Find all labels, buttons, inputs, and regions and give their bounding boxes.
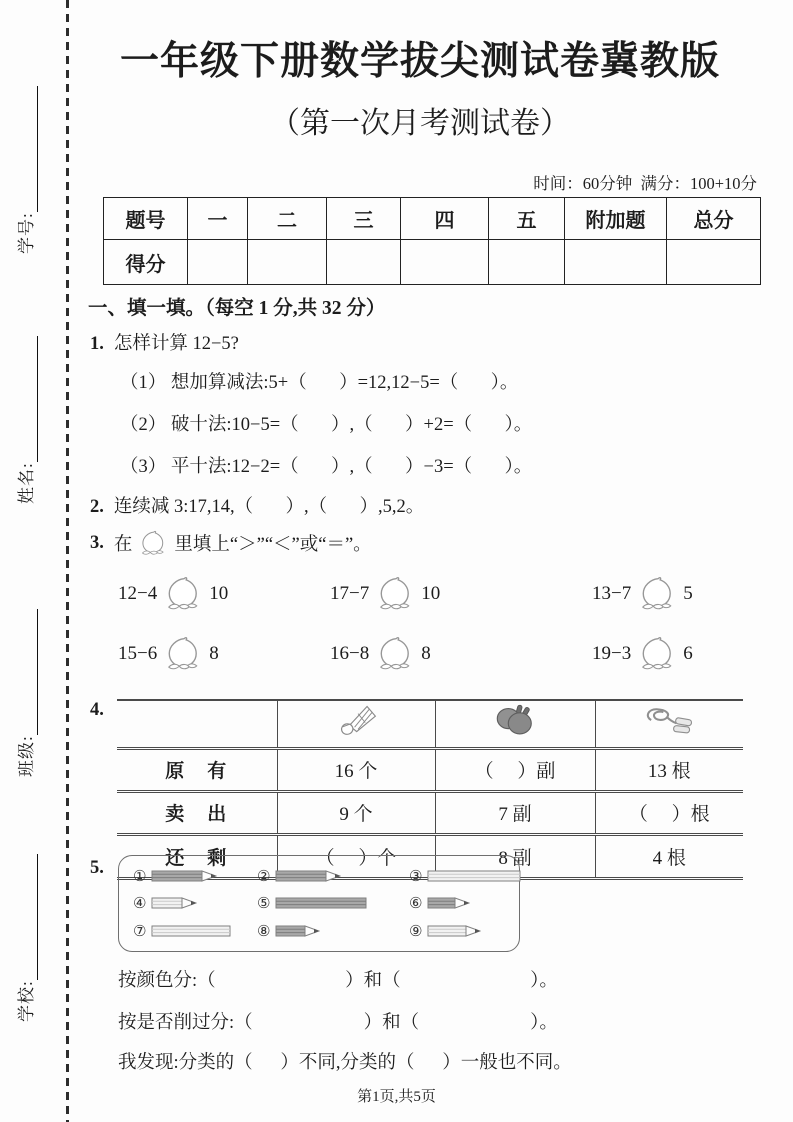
score-table-score-row (104, 240, 761, 285)
peach-icon (638, 576, 676, 611)
comparison-item (118, 636, 330, 671)
expression: 16−8 (330, 642, 370, 664)
pencil-number: ② (257, 866, 271, 885)
class-label: 班级: (17, 735, 36, 777)
question-3-suffix: 里填上“＞”“＜”或“＝”。 (174, 535, 372, 555)
peach-icon (139, 530, 167, 556)
pencil-number: ④ (133, 894, 147, 913)
question-2-text: 连续减 3:17,14,（ ）,（ ）,5,2。 (113, 497, 425, 517)
peach-icon (164, 576, 202, 611)
pencil-icon (151, 896, 197, 910)
q4-row-original (117, 748, 743, 791)
score-header-cell: 二 (248, 198, 327, 240)
q4-icon-row (117, 700, 743, 748)
student-info-strip (0, 0, 64, 1122)
row-label: 还 剩 (165, 847, 229, 869)
pencil-number: ⑦ (133, 922, 147, 941)
score-header-cell: 附加题 (565, 198, 667, 240)
question-3-row-1 (118, 576, 768, 611)
question-1 (90, 329, 239, 355)
class-field (16, 609, 38, 777)
page-title: 一年级下册数学拔尖测试卷冀教版 (119, 40, 720, 83)
expression: 17−7 (330, 582, 370, 604)
pencil-item (409, 922, 521, 940)
question-3 (90, 530, 372, 556)
pencil-item (133, 894, 257, 912)
expression: 13−7 (592, 582, 632, 604)
expression: 15−6 (118, 642, 158, 664)
question-1-item-3: （3） 平十法:12−2=（ ）,（ ）−3=（ ）。 (120, 457, 533, 477)
pencil-icon (427, 869, 521, 883)
pencil-item (409, 894, 521, 912)
pencil-item (257, 894, 409, 912)
student-number-label: 学号: (17, 212, 36, 254)
peach-icon (164, 636, 202, 671)
question-5-line-sharpened: 按是否削过分:（ ）和（ ）。 (118, 1013, 558, 1033)
q4-cell: 9 个 (277, 791, 435, 834)
score-header-cell: 三 (327, 198, 401, 240)
question-5-number: 5. (90, 858, 104, 878)
score-empty-cell (188, 240, 248, 285)
row-label: 原 有 (165, 761, 229, 782)
badminton-shuttlecock-icon (333, 702, 379, 740)
comparison-item (330, 636, 592, 671)
question-4-table (117, 699, 743, 880)
pencil-item (133, 922, 257, 940)
pencil-number: ⑨ (409, 922, 423, 941)
score-header-cell: 四 (401, 198, 489, 240)
question-2-number: 2. (90, 497, 104, 517)
pencil-icon (427, 924, 481, 938)
value: 10 (209, 582, 229, 604)
score-empty-cell (248, 240, 327, 285)
comparison-item (592, 576, 693, 611)
score-empty-cell (489, 240, 565, 285)
school-field (16, 854, 38, 1022)
score-empty-cell (327, 240, 401, 285)
question-3-prefix: 在 (113, 535, 133, 555)
pencil-item (133, 867, 257, 885)
school-blank-line (17, 854, 38, 980)
q4-cell: 7 副 (435, 791, 595, 834)
score-empty-cell (565, 240, 667, 285)
question-3-row-2 (118, 636, 768, 671)
question-4-number: 4. (90, 700, 104, 720)
pencil-number: ⑥ (409, 894, 423, 913)
score-table-header-row (104, 198, 761, 240)
student-number-blank-line (17, 86, 38, 212)
pencil-item (257, 922, 409, 940)
jump-rope-icon (641, 706, 697, 736)
score-header-cell: 总分 (667, 198, 761, 240)
peach-icon (376, 576, 414, 611)
name-blank-line (17, 336, 38, 462)
question-3-number: 3. (90, 532, 104, 553)
table-tennis-paddles-icon (493, 704, 537, 737)
score-empty-cell (401, 240, 489, 285)
pencil-icon (427, 896, 470, 910)
value: 6 (683, 642, 693, 664)
value: 8 (421, 642, 431, 664)
exam-meta: 时间：60分钟 满分：100+10分 (533, 174, 757, 193)
comparison-item (592, 636, 693, 671)
row-label: 卖 出 (165, 804, 229, 825)
expression: 12−4 (118, 582, 158, 604)
score-header-cell: 五 (489, 198, 565, 240)
q4-empty-corner (117, 700, 277, 748)
pencil-number: ⑧ (257, 922, 271, 941)
name-field (16, 336, 38, 504)
score-empty-cell (667, 240, 761, 285)
q4-cell: 8 副 (435, 834, 595, 878)
value: 5 (683, 582, 693, 604)
score-header-cell: 一 (188, 198, 248, 240)
pencil-icon (151, 924, 231, 938)
pencil-icon (275, 924, 320, 938)
value: 8 (209, 642, 219, 664)
question-5-line-color: 按颜色分:（ ）和（ ）。 (118, 971, 558, 991)
page-subtitle: （第一次月考测试卷） (270, 107, 570, 140)
comparison-item (330, 576, 592, 611)
pencil-icon (275, 896, 367, 910)
question-5-line-discovery: 我发现:分类的（ ）不同,分类的（ ）一般也不同。 (118, 1053, 572, 1073)
question-1-text: 怎样计算 12−5? (113, 334, 239, 354)
q4-cell: （ ）根 (595, 791, 743, 834)
score-label-cell: 得分 (104, 240, 188, 285)
comparison-item (118, 576, 330, 611)
pencil-item (257, 867, 409, 885)
section-one-heading: 一、填一填。（每空 1 分,共 32 分） (88, 298, 386, 319)
peach-icon (376, 636, 414, 671)
school-label: 学校: (17, 980, 36, 1022)
question-2 (90, 492, 424, 518)
pencil-icon (275, 869, 341, 883)
q4-cell: 16 个 (277, 748, 435, 791)
peach-icon (638, 636, 676, 671)
q4-row-sold (117, 791, 743, 834)
student-number-field (16, 86, 38, 254)
q4-cell: （ ）个 (277, 834, 435, 878)
class-blank-line (17, 609, 38, 735)
question-1-item-1: （1） 想加算减法:5+（ ）=12,12−5=（ ）。 (120, 373, 519, 393)
question-1-item-2: （2） 破十法:10−5=（ ）,（ ）+2=（ ）。 (120, 415, 533, 435)
pencil-grid (118, 855, 520, 952)
q4-cell: 4 根 (595, 834, 743, 878)
pencil-number: ① (133, 866, 147, 885)
q4-cell: 13 根 (595, 748, 743, 791)
expression: 19−3 (592, 642, 632, 664)
pencil-item (409, 867, 521, 885)
pencil-number: ③ (409, 866, 423, 885)
page-indicator: 第1页,共5页 (357, 1089, 436, 1105)
score-header-cell: 题号 (104, 198, 188, 240)
value: 10 (421, 582, 441, 604)
pencil-number: ⑤ (257, 894, 271, 913)
q4-cell: （ ）副 (435, 748, 595, 791)
pencil-icon (151, 869, 217, 883)
score-table (103, 197, 761, 285)
question-1-number: 1. (90, 334, 104, 354)
cut-line (66, 0, 69, 1122)
name-label: 姓名: (17, 462, 36, 504)
